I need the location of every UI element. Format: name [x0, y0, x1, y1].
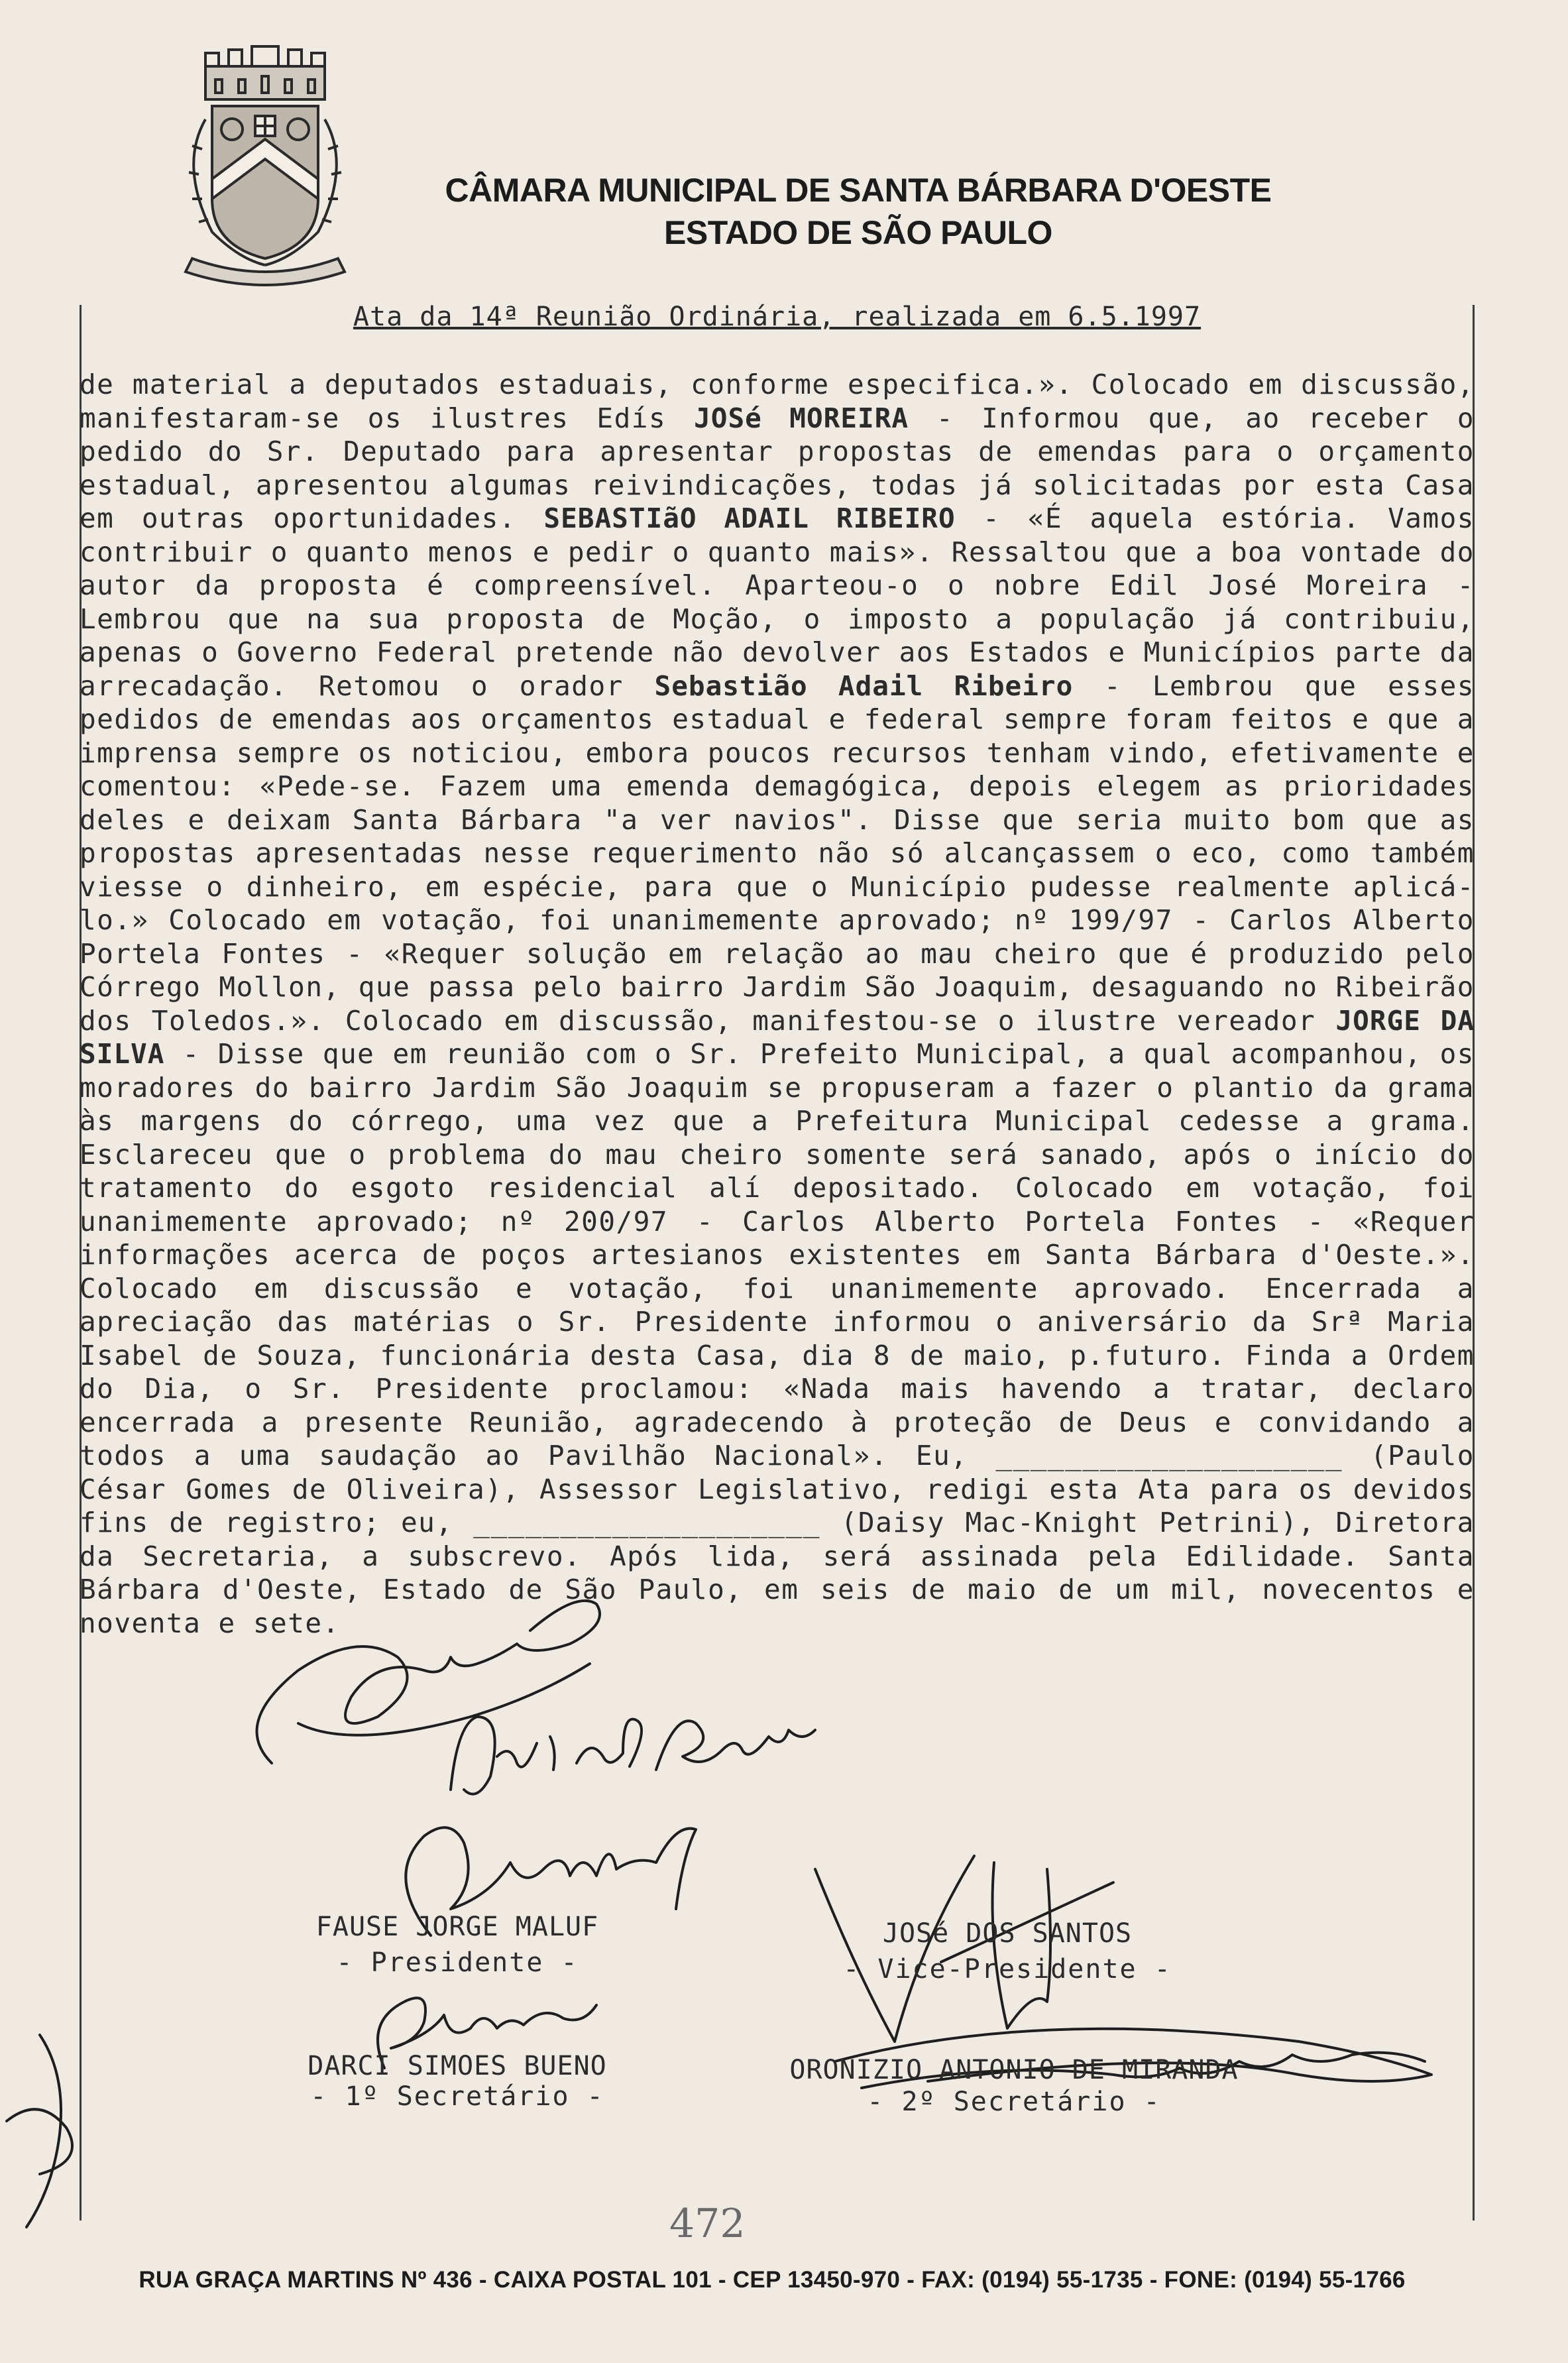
speaker-name: Sebastião Adail Ribeiro — [654, 669, 1074, 702]
first-secretary-role: - 1º Secretário - — [310, 2081, 604, 2112]
body-paragraph: - «É aquela estória. Vamos contribuir o quanto menos e pedir o quanto mais». Ressaltou que a boa vontade do autor da proposta é compreensível. Aparteou-o o nobre Edil José Moreira - Lembrou que na sua proposta de Moção, o imposto a população já contribuiu, apenas o Governo Federal pretende não devolver aos Estados e Municípios parte da arrecadação. Retomou o orador — [80, 502, 1475, 702]
speaker-name: JORGE DA SILVA — [80, 1004, 1475, 1070]
handwritten-signature-daisy — [437, 1697, 848, 1816]
body-paragraph: - Lembrou que esses pedidos de emendas aos orçamentos estadual e federal sempre foram feitos e que a imprensa sempre os noticiou, embora poucos recursos tenham vindo, efetivamente e comentou: «Pede-se. Fazem uma emenda demagógica, depois elegem as prioridades deles e deixam Santa Bárbara "a ver navios". Disse que seria muito bom que as propostas apresentadas nesse requerimento não só alcançassem o eco, como também viesse o dinheiro, em espécie, para que o Município pudesse realmente aplicá-lo.» Colocado em votação, foi unanimemente aprovado; nº 199/97 - Carlos Alberto Portela Fontes - «Requer solução em relação ao mau cheiro que é produzido pelo Córrego Mollon, que passa pelo bairro Jardim São Joaquim, desaguando no Ribeirão dos Toledos.». Colocado em discussão, manifestou-se o ilustre vereador — [80, 669, 1475, 1037]
vice-president-name: JOSé DOS SANTOS — [882, 1918, 1133, 1949]
body-paragraph: - Disse que em reunião com o Sr. Prefeito Municipal, a qual acompanhou, os moradores do bairro Jardim São Joaquim se propuseram a fazer o plantio da grama às margens do córrego, uma vez que a Prefeitura Municipal cedesse a grama. Esclareceu que o problema do mau cheiro somente será sanado, após o início do tratamento do esgoto residencial alí depositado. Colocado em votação, foi unanimemente aprovado; nº 200/97 - Carlos Alberto Portela Fontes - «Requer informações acerca de poços artesianos existentes em Santa Bárbara d'Oeste.». Colocado em discussão e votação, foi unanimemente aprovado. Encerrada a apreciação das matérias o Sr. Presidente informou o aniversário da Srª Maria Isabel de Souza, funcionária desta Casa, dia 8 de maio, p.futuro. Finda a Ordem do Dia, o Sr. Presidente proclamou: «Nada mais havendo a tratar, declaro encerrada a presente Reunião, agradecendo à proteção de Deus e convidando a todos a uma saudação ao Pavilhão Nacional». Eu, ____________________ (Paulo César Gomes de Oliveira), Assessor Legislativo, redigi esta Ata para os devidos fins de registro; eu, ____________________ (Daisy Mac-Knight Petrini), Diretora da Secretaria, a subscrevo. Após lida, será assinada pela Edilidade. Santa Bárbara d'Oeste, Estado de São Paulo, em seis de maio de um mil, novecentos e noventa e sete. — [80, 1038, 1475, 1639]
body-paragraph: - Informou que, ao receber o pedido do Sr. Deputado para apresentar propostas de emendas para o orçamento estadual, apresentou algumas reivindicações, todas já solicitadas por esta Casa em outras oportunidades. — [80, 402, 1475, 534]
first-secretary-name: DARCI SIMOES BUENO — [308, 2051, 607, 2081]
page-number: 472 — [669, 2201, 746, 2247]
second-secretary-name: ORONIZIO ANTONIO DE MIRANDA — [789, 2055, 1239, 2085]
body-paragraph: de material a deputados estaduais, conforme especifica.». Colocado em discussão, manifestaram-se os ilustres Edís — [80, 369, 1475, 434]
institution-header — [398, 169, 1319, 254]
municipal-coat-of-arms — [166, 40, 364, 292]
speaker-name: SEBASTIãO ADAIL RIBEIRO — [543, 502, 956, 534]
vice-president-role: - Vice-Presidente - — [843, 1954, 1172, 1985]
document-heading: Ata da 14ª Reunião Ordinária, realizada em 6.5.1997 — [353, 302, 1202, 332]
president-role: - Presidente - — [336, 1947, 579, 1978]
speaker-name: JOSé MOREIRA — [694, 402, 909, 434]
handwritten-margin-mark — [0, 2022, 86, 2240]
address-footer: RUA GRAÇA MARTINS Nº 436 - CAIXA POSTAL 101 - CEP 13450-970 - FAX: (0194) 55-1735 - FONE: (0194) 55-1766 — [139, 2267, 1406, 2293]
second-secretary-role: - 2º Secretário - — [867, 2087, 1161, 2117]
state-name: ESTADO DE SÃO PAULO — [664, 214, 1052, 251]
institution-name: CÂMARA MUNICIPAL DE SANTA BÁRBARA D'OESTE — [445, 172, 1272, 209]
president-name: FAUSE JORGE MALUF — [315, 1912, 599, 1942]
minutes-body-text — [80, 368, 1475, 1640]
